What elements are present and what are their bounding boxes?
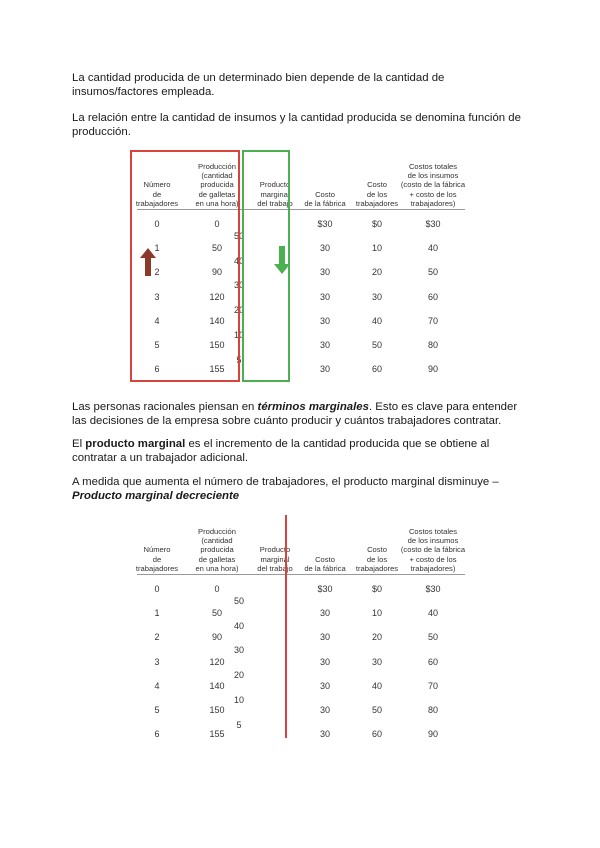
text-segment: A medida que aumenta el número de trabajadores, el producto marginal disminuye – — [72, 476, 499, 488]
table-cell: 155 — [209, 729, 225, 740]
table-cell: $30 — [425, 584, 441, 594]
marginal-product-value: 50 — [233, 596, 244, 606]
table-cell: $0 — [371, 584, 382, 594]
table-cell: 150 — [209, 340, 225, 350]
column-header: Producción (cantidad producida de galletas en una hora) — [195, 162, 239, 208]
table-cell: 60 — [427, 656, 438, 667]
column-header: Costo de los trabajadores — [355, 180, 399, 208]
table-cell: 1 — [154, 243, 160, 254]
column-header: Costo de los trabajadores — [355, 545, 399, 573]
table-cell: 60 — [371, 729, 382, 740]
table-cell: 30 — [319, 291, 330, 302]
table-cell: 0 — [154, 219, 160, 229]
table-cell: 50 — [371, 705, 382, 715]
paragraph-marginal-thinking — [72, 401, 532, 428]
table-cell: 4 — [154, 680, 160, 691]
table-cell: 30 — [319, 340, 330, 350]
table-cell: 5 — [154, 705, 160, 715]
table-cell: 0 — [154, 584, 160, 594]
table-cell: $30 — [425, 219, 441, 229]
table-cell: 120 — [209, 291, 225, 302]
table-cell: 140 — [209, 315, 225, 326]
table-cell: 1 — [154, 608, 160, 619]
marginal-product-value: 30 — [233, 645, 244, 656]
column-header: Número de trabajadores — [135, 180, 179, 208]
table-cell: 30 — [319, 315, 330, 326]
text-segment: El — [72, 438, 86, 450]
table-cell: 140 — [209, 680, 225, 691]
paragraph-marginal-product — [72, 438, 532, 465]
table-cell: 30 — [319, 729, 330, 740]
table-cell: $30 — [317, 584, 333, 594]
table-cell: 2 — [154, 267, 160, 278]
table-cell: 50 — [371, 340, 382, 350]
table-cell: 30 — [319, 243, 330, 254]
table-cell: 30 — [319, 364, 330, 375]
marginal-product-value: 30 — [233, 280, 244, 291]
header-rule — [137, 574, 465, 575]
table-cell: 40 — [371, 680, 382, 691]
table-cell: 120 — [209, 656, 225, 667]
marginal-product-value: 5 — [236, 719, 242, 730]
column-header: Costos totales de los insumos (costo de la fábrica + costo de los trabajadores) — [400, 162, 466, 208]
table-cell: $30 — [317, 219, 333, 229]
table-cell: 50 — [211, 608, 222, 619]
table-cell: 40 — [371, 315, 382, 326]
table-cell: 30 — [371, 291, 382, 302]
table-cell: 90 — [211, 632, 222, 643]
marginal-product-value: 20 — [233, 670, 244, 681]
table-cell: 50 — [211, 243, 222, 254]
emphasis-marginal-product: producto marginal — [85, 438, 186, 450]
table-cell: 30 — [319, 705, 330, 715]
table-cell: 0 — [214, 219, 220, 229]
arrow-down-icon — [274, 246, 290, 274]
table-cell: 30 — [319, 608, 330, 619]
emphasis-marginal-terms: términos marginales — [257, 401, 369, 413]
text-segment: . Esto es clave para entender las decisiones de la empresa sobre cuánto producir y cuántos trabajadores contratar. — [72, 401, 518, 427]
table-cell: $0 — [371, 219, 382, 229]
table-cell: 40 — [427, 243, 438, 254]
table-cell: 90 — [211, 267, 222, 278]
column-header: Número de trabajadores — [135, 545, 179, 573]
text-segment: es el incremento de la cantidad producida que se obtiene al contratar a un trabajador adicional. — [72, 438, 490, 464]
table-cell: 5 — [154, 340, 160, 350]
divider-cost-columns — [285, 515, 287, 738]
table-cell: 30 — [371, 656, 382, 667]
table-cell: 20 — [371, 632, 382, 643]
table-cell: 40 — [427, 608, 438, 619]
column-header: Producto marginal del trabajo — [257, 545, 293, 573]
table-cell: 70 — [427, 680, 438, 691]
column-header: Producción (cantidad producida de galletas en una hora) — [195, 527, 239, 573]
marginal-product-value: 10 — [233, 694, 244, 705]
table-cell: 150 — [209, 705, 225, 715]
table-cell: 30 — [319, 267, 330, 278]
table-cell: 10 — [371, 608, 382, 619]
table-cell: 10 — [371, 243, 382, 254]
paragraph-diminishing-marginal — [72, 476, 532, 503]
table-cell: 80 — [427, 705, 438, 715]
column-header: Costos totales de los insumos (costo de la fábrica + costo de los trabajadores) — [400, 527, 466, 573]
paragraph-production-function: La relación entre la cantidad de insumos y la cantidad producida se denomina función de producción. — [72, 112, 521, 138]
table-cell: 30 — [319, 632, 330, 643]
marginal-product-value: 20 — [233, 305, 244, 316]
column-header: Costo de la fábrica — [304, 189, 346, 208]
table-cell: 3 — [154, 656, 160, 667]
marginal-product-value: 5 — [236, 354, 242, 365]
table-cell: 60 — [427, 291, 438, 302]
table-cell: 80 — [427, 340, 438, 350]
table-cell: 30 — [319, 680, 330, 691]
table-cell: 50 — [427, 267, 438, 278]
table-cell: 70 — [427, 315, 438, 326]
column-header: Costo de la fábrica — [304, 554, 346, 573]
marginal-product-value: 40 — [233, 255, 244, 266]
table-cell: 90 — [427, 364, 438, 375]
arrow-up-icon — [140, 248, 156, 276]
table-cell: 6 — [154, 729, 160, 740]
table-cell: 20 — [371, 267, 382, 278]
table-cell: 50 — [427, 632, 438, 643]
table-cell: 30 — [319, 656, 330, 667]
table-cell: 3 — [154, 291, 160, 302]
table-cell: 2 — [154, 632, 160, 643]
table-cell: 90 — [427, 729, 438, 740]
marginal-product-value: 40 — [233, 620, 244, 631]
marginal-product-value: 50 — [233, 231, 244, 241]
table-cell: 60 — [371, 364, 382, 375]
table-cell: 0 — [214, 584, 220, 594]
text-segment: Las personas racionales piensan en — [72, 401, 258, 413]
column-header: Producto marginal del trabajo — [257, 180, 293, 208]
emphasis-diminishing-marginal: Producto marginal decreciente — [72, 489, 240, 502]
table-cell: 155 — [209, 364, 225, 375]
table-cell: 6 — [154, 364, 160, 375]
marginal-product-value: 10 — [233, 329, 244, 340]
paragraph-production-input: La cantidad producida de un determinado bien depende de la cantidad de insumos/factores empleada. — [72, 72, 445, 98]
table-cell: 4 — [154, 315, 160, 326]
